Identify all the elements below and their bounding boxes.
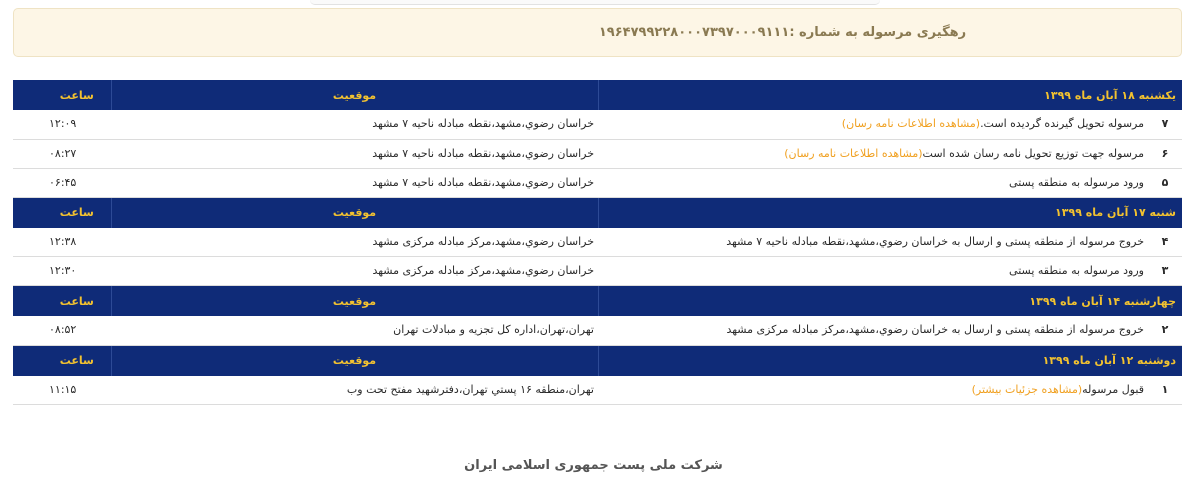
table-row	[13, 257, 1182, 286]
event-description: ورود مرسوله به منطقه پستی	[1009, 175, 1144, 189]
day-header-row	[13, 80, 1182, 110]
event-location: خراسان رضوي،مشهد،نقطه مبادله ناحیه ۷ مشهد	[111, 168, 598, 197]
tracking-title	[599, 25, 966, 40]
day-date: چهارشنبه ۱۴ آبان ماه ۱۳۹۹	[598, 286, 1182, 317]
event-number: ۵	[1148, 168, 1182, 197]
event-time: ۱۲:۳۰	[13, 257, 111, 286]
event-time: ۱۱:۱۵	[13, 376, 111, 405]
event-location: خراسان رضوي،مشهد،مرکز مبادله مرکزی مشهد	[111, 228, 598, 257]
event-time: ۰۶:۴۵	[13, 168, 111, 197]
event-time: ۰۸:۵۲	[13, 316, 111, 345]
event-description-cell	[598, 316, 1148, 345]
tracking-table	[13, 80, 1182, 405]
event-description: خروج مرسوله از منطقه پستی و ارسال به خراسان رضوي،مشهد،مرکز مبادله مرکزی مشهد	[726, 323, 1144, 336]
day-header-row	[13, 197, 1182, 228]
column-header-time: ساعت	[13, 286, 111, 317]
event-number: ۲	[1148, 316, 1182, 345]
tracking-number: ۱۹۶۴۷۹۹۲۲۸۰۰۰۷۳۹۷۰۰۰۹۱۱۱	[598, 25, 790, 40]
column-header-status: موقعیت	[111, 286, 598, 317]
table-row	[13, 168, 1182, 197]
event-description-cell	[598, 257, 1148, 286]
event-description: مرسوله تحویل گیرنده گردیده است.	[980, 117, 1144, 130]
column-header-status: موقعیت	[111, 197, 598, 228]
day-date: یکشنبه ۱۸ آبان ماه ۱۳۹۹	[598, 80, 1182, 110]
footer-company-name: شرکت ملی پست جمهوری اسلامی ایران	[464, 458, 723, 473]
column-header-time: ساعت	[13, 80, 111, 110]
tracking-title-label: رهگیری مرسوله به شماره :	[789, 25, 967, 40]
day-date: دوشنبه ۱۲ آبان ماه ۱۳۹۹	[598, 345, 1182, 376]
event-location: خراسان رضوي،مشهد،نقطه مبادله ناحیه ۷ مشهد	[111, 139, 598, 168]
table-row	[13, 316, 1182, 345]
event-description-cell	[598, 228, 1148, 257]
event-details-link[interactable]: (مشاهده اطلاعات نامه رسان)	[784, 146, 923, 160]
event-details-link[interactable]: (مشاهده جزئیات بیشتر)	[971, 382, 1083, 396]
event-description-cell	[598, 139, 1148, 168]
event-number: ۶	[1148, 139, 1182, 168]
event-location: تهران،تهران،اداره کل تجزیه و مبادلات تهران	[111, 316, 598, 345]
column-header-status: موقعیت	[111, 80, 598, 110]
event-location: خراسان رضوي،مشهد،مرکز مبادله مرکزی مشهد	[111, 257, 598, 286]
column-header-status: موقعیت	[111, 345, 598, 376]
column-header-time: ساعت	[13, 197, 111, 228]
event-description: قبول مرسوله	[1082, 382, 1144, 396]
table-row	[13, 139, 1182, 168]
tracking-header	[13, 8, 1182, 57]
event-description-cell	[598, 376, 1148, 405]
event-time: ۱۲:۳۸	[13, 228, 111, 257]
top-tab-edge	[310, 0, 880, 5]
event-description: مرسوله جهت توزیع تحویل نامه رسان شده است	[922, 146, 1144, 160]
event-time: ۱۲:۰۹	[13, 110, 111, 139]
event-details-link[interactable]: (مشاهده اطلاعات نامه رسان)	[841, 117, 981, 130]
event-location: خراسان رضوي،مشهد،نقطه مبادله ناحیه ۷ مشهد	[111, 110, 598, 139]
event-description: ورود مرسوله به منطقه پستی	[1009, 264, 1144, 277]
event-number: ۱	[1148, 376, 1182, 405]
column-header-time: ساعت	[13, 345, 111, 376]
event-number: ۳	[1148, 257, 1182, 286]
day-date: شنبه ۱۷ آبان ماه ۱۳۹۹	[598, 197, 1182, 228]
event-description-cell	[598, 110, 1148, 139]
table-row	[13, 228, 1182, 257]
table-row	[13, 110, 1182, 139]
event-number: ۷	[1148, 110, 1182, 139]
event-description: خروج مرسوله از منطقه پستی و ارسال به خراسان رضوي،مشهد،نقطه مبادله ناحیه ۷ مشهد	[726, 234, 1144, 248]
event-time: ۰۸:۲۷	[13, 139, 111, 168]
table-row	[13, 376, 1182, 405]
event-location: تهران،منطقه ۱۶ پستي تهران،دفترشهید مفتح تحت وب	[111, 376, 598, 405]
event-number: ۴	[1148, 228, 1182, 257]
day-header-row	[13, 286, 1182, 317]
day-header-row	[13, 345, 1182, 376]
event-description-cell	[598, 168, 1148, 197]
